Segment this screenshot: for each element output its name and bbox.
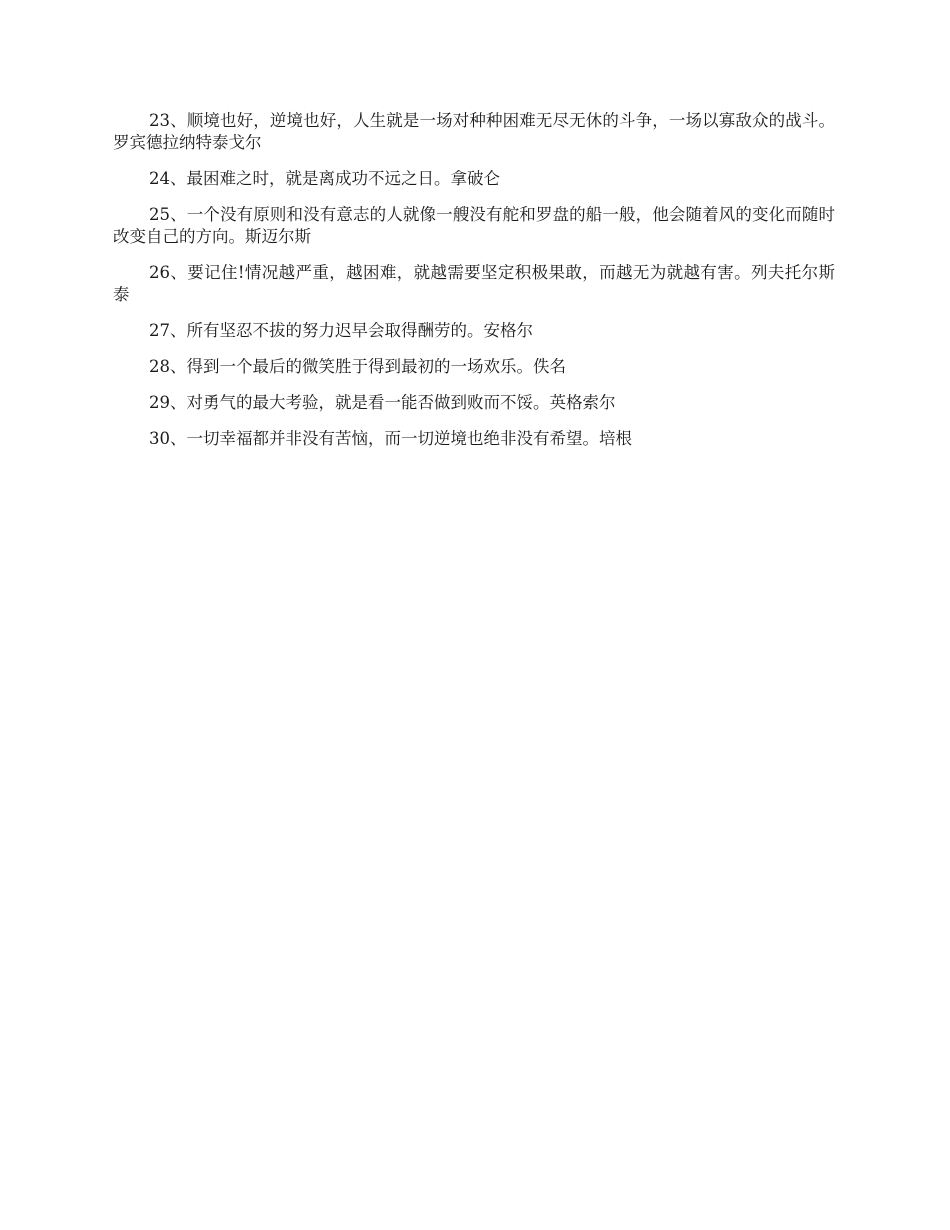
document-body xyxy=(113,110,835,464)
quote-paragraph: 24、最困难之时，就是离成功不远之日。拿破仑 xyxy=(149,169,500,188)
quote-paragraph: 30、一切幸福都并非没有苦恼，而一切逆境也绝非没有希望。培根 xyxy=(149,429,632,448)
quote-paragraph: 23、顺境也好，逆境也好，人生就是一场对种种困难无尽无休的斗争，一场以寡敌众的战斗。罗宾德拉纳特泰戈尔 xyxy=(113,111,835,152)
quote-paragraph: 28、得到一个最后的微笑胜于得到最初的一场欢乐。佚名 xyxy=(149,357,566,376)
quote-paragraph: 25、一个没有原则和没有意志的人就像一艘没有舵和罗盘的船一般，他会随着风的变化而随时改变自己的方向。斯迈尔斯 xyxy=(113,205,835,246)
quote-paragraph: 27、所有坚忍不拔的努力迟早会取得酬劳的。安格尔 xyxy=(149,321,533,340)
quote-paragraph: 29、对勇气的最大考验，就是看一能否做到败而不馁。英格索尔 xyxy=(149,393,616,412)
quote-paragraph: 26、要记住!情况越严重，越困难，就越需要坚定积极果敢，而越无为就越有害。列夫托尔斯泰 xyxy=(113,263,835,304)
